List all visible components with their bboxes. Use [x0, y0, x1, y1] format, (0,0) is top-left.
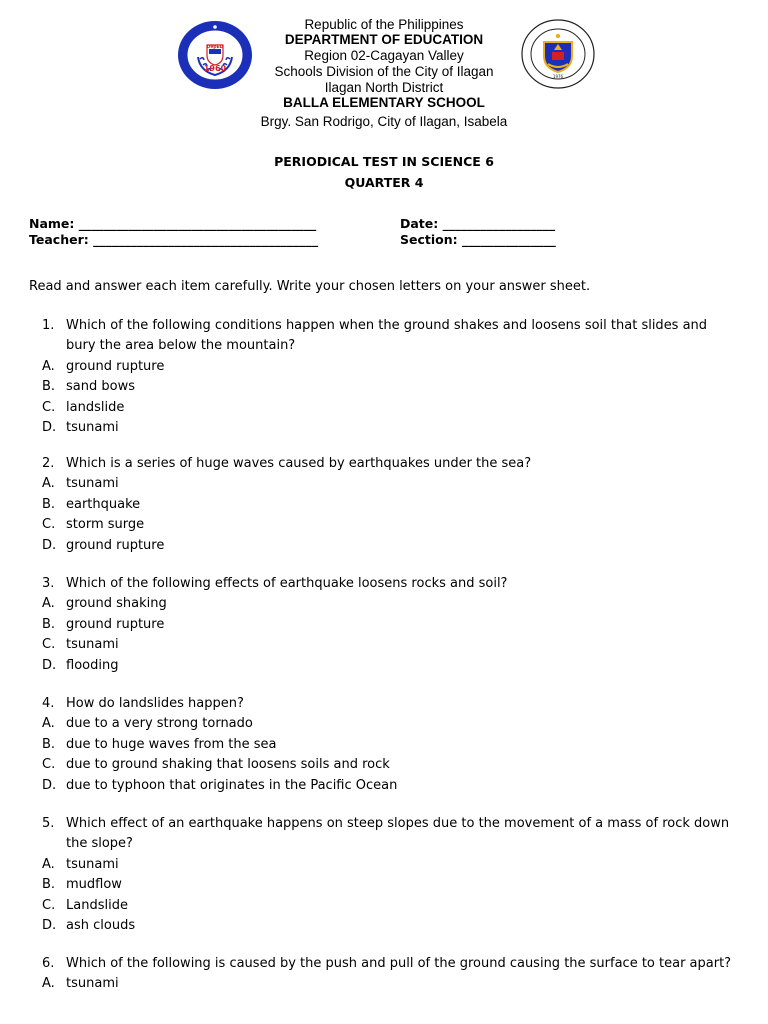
option-text: ground shaking [66, 596, 167, 612]
question-1 [29, 316, 739, 438]
republic-line: Republic of the Philippines [304, 17, 464, 32]
question-text: How do landslides happen? [66, 696, 244, 711]
option-c [29, 398, 739, 418]
question-6 [29, 954, 739, 995]
option-text: flooding [66, 657, 119, 673]
option-d [29, 656, 739, 676]
option-text: tsunami [66, 419, 119, 435]
question-text: Which of the following effects of earthquake loosens rocks and soil? [66, 576, 508, 591]
question-number: 1. [42, 318, 55, 333]
test-title: PERIODICAL TEST IN SCIENCE 6 [274, 154, 494, 169]
option-letter: B. [42, 379, 56, 395]
option-letter: A. [42, 856, 55, 872]
option-letter: B. [42, 616, 56, 632]
question-text: Which of the following conditions happen when the ground shakes and loosens soil that slides and bury the area below the mountain? [66, 318, 708, 354]
question-number: 3. [42, 576, 55, 591]
option-a [29, 714, 739, 734]
option-a [29, 357, 739, 377]
option-d [29, 536, 739, 556]
option-letter: D. [42, 537, 57, 553]
option-text: due to typhoon that originates in the Pacific Ocean [66, 777, 398, 793]
option-letter: A. [42, 976, 55, 992]
option-letter: A. [42, 596, 55, 612]
option-letter: A. [42, 716, 55, 732]
option-text: due to huge waves from the sea [66, 736, 277, 752]
option-a [29, 855, 739, 875]
option-letter: C. [42, 637, 56, 653]
option-letter: C. [42, 399, 56, 415]
option-text: due to a very strong tornado [66, 716, 253, 732]
question-2 [29, 454, 739, 556]
option-c [29, 635, 739, 655]
school-name: BALLA ELEMENTARY SCHOOL [283, 95, 485, 110]
option-text: due to ground shaking that loosens soils and rock [66, 757, 390, 773]
option-text: tsunami [66, 476, 119, 492]
section-field: Section: _______________ [400, 232, 556, 247]
option-d [29, 916, 739, 936]
question-text: Which is a series of huge waves caused by earthquakes under the sea? [66, 456, 532, 471]
option-c [29, 755, 739, 775]
question-number: 2. [42, 456, 55, 471]
option-b [29, 615, 739, 635]
option-b [29, 377, 739, 397]
svg-text:1976: 1976 [552, 74, 564, 79]
option-letter: B. [42, 877, 56, 893]
option-letter: C. [42, 897, 56, 913]
option-a [29, 474, 739, 494]
option-text: tsunami [66, 856, 119, 872]
option-b [29, 875, 739, 895]
division-line: Schools Division of the City of Ilagan [274, 64, 494, 79]
option-d [29, 776, 739, 796]
option-text: ash clouds [66, 917, 136, 933]
region-line: Region 02-Cagayan Valley [304, 48, 464, 63]
option-b [29, 495, 739, 515]
name-field: Name: ______________________________________ [29, 216, 317, 231]
district-line: Ilagan North District [324, 80, 444, 95]
question-4 [29, 694, 739, 796]
option-letter: B. [42, 736, 56, 752]
option-letter: D. [42, 657, 57, 673]
option-letter: C. [42, 517, 56, 533]
option-letter: C. [42, 757, 56, 773]
option-c [29, 515, 739, 535]
question-number: 4. [42, 696, 55, 711]
department-line: DEPARTMENT OF EDUCATION [284, 32, 484, 47]
option-d [29, 418, 739, 438]
option-letter: D. [42, 777, 57, 793]
option-text: storm surge [66, 517, 145, 533]
option-text: Landslide [66, 897, 128, 913]
option-text: tsunami [66, 976, 119, 992]
option-c [29, 896, 739, 916]
option-text: mudflow [66, 877, 122, 893]
date-field: Date: __________________ [400, 216, 556, 231]
question-number: 5. [42, 816, 55, 831]
option-letter: A. [42, 476, 55, 492]
option-text: sand bows [66, 379, 135, 395]
question-3 [29, 574, 739, 676]
school-address: Brgy. San Rodrigo, City of Ilagan, Isabela [260, 114, 508, 129]
option-letter: B. [42, 496, 56, 512]
option-letter: D. [42, 419, 57, 435]
option-text: landslide [66, 399, 125, 415]
svg-text:1960: 1960 [203, 64, 227, 73]
option-text: tsunami [66, 637, 119, 653]
option-a [29, 974, 739, 994]
svg-text:DepED: DepED [206, 45, 224, 50]
option-text: earthquake [66, 496, 141, 512]
question-text: Which of the following is caused by the push and pull of the ground causing the surface to tear apart? [66, 956, 732, 971]
teacher-field: Teacher: ____________________________________ [29, 232, 319, 247]
option-letter: A. [42, 358, 55, 374]
option-letter: D. [42, 917, 57, 933]
option-text: ground rupture [66, 358, 165, 374]
test-quarter: QUARTER 4 [344, 175, 424, 190]
instructions: Read and answer each item carefully. Write your chosen letters on your answer sheet. [29, 279, 591, 294]
option-text: ground rupture [66, 616, 165, 632]
option-text: ground rupture [66, 537, 165, 553]
question-text: Which effect of an earthquake happens on steep slopes due to the movement of a mass of rock down the slope? [66, 816, 730, 852]
question-5 [29, 814, 739, 936]
question-number: 6. [42, 956, 55, 971]
option-b [29, 735, 739, 755]
option-a [29, 594, 739, 614]
